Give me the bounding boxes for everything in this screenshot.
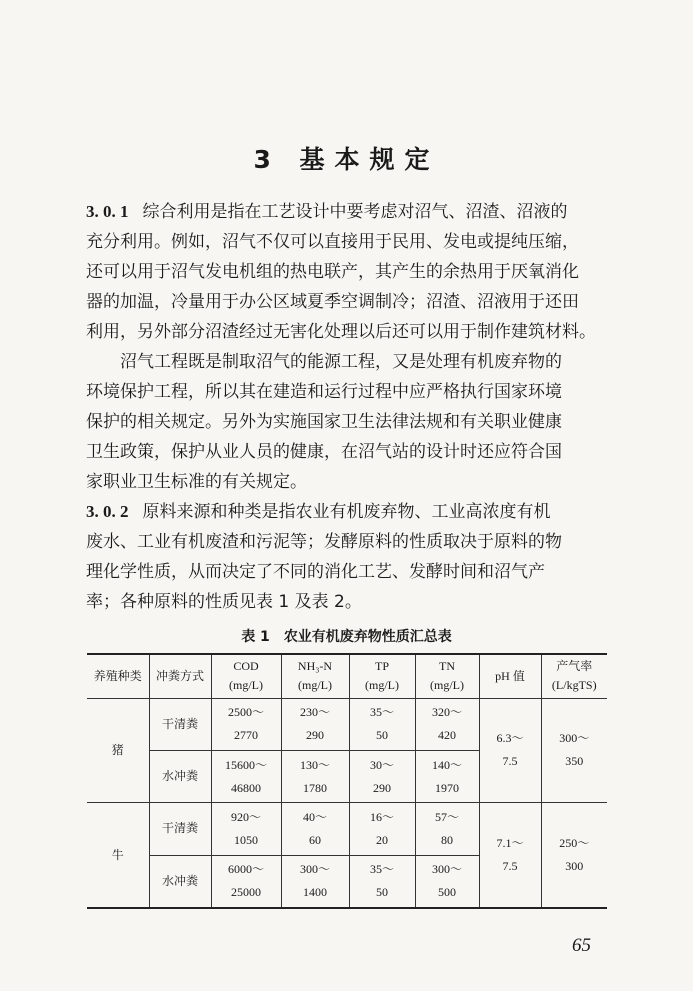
chapter-title: 3 基本规定 <box>253 145 440 174</box>
cell-tn: 300～ 500 <box>415 855 479 908</box>
header-method: 冲粪方式 <box>149 654 211 698</box>
paragraph-line: 利用，另外部分沼渣经过无害化处理以后还可以用于制作建筑材料。 <box>86 322 596 342</box>
cell-animal: 猪 <box>87 698 149 803</box>
paragraph-line: 废水、工业有机废渣和污泥等；发酵原料的性质取决于原料的物 <box>86 532 562 552</box>
cell-tn: 57～ 80 <box>415 803 479 855</box>
cell-cod: 2500～ 2770 <box>211 698 281 750</box>
cell-tp: 30～ 290 <box>349 750 415 802</box>
header-animal: 养殖种类 <box>87 654 149 698</box>
cell-method: 干清粪 <box>149 803 211 855</box>
paragraph-line: 率；各种原料的性质见表 1 及表 2。 <box>86 592 362 612</box>
properties-table <box>87 653 607 909</box>
cell-method: 水冲粪 <box>149 750 211 802</box>
header-nh3n: NH₃-N (mg/L) <box>281 654 349 698</box>
header-gas-yield: 产气率 (L/kgTS) <box>541 654 607 698</box>
paragraph-line: 器的加温，冷量用于办公区域夏季空调制冷；沼渣、沼液用于还田 <box>86 292 579 312</box>
paragraph-line: 家职业卫生标准的有关规定。 <box>86 472 307 492</box>
paragraph-line: 沼气工程既是制取沼气的能源工程，又是处理有机废弃物的 <box>120 352 562 372</box>
cell-ph: 7.1～ 7.5 <box>479 803 541 908</box>
cell-cod: 15600～ 46800 <box>211 750 281 802</box>
table-row <box>87 698 607 750</box>
paragraph-line: 卫生政策，保护从业人员的健康，在沼气站的设计时还应符合国 <box>86 442 562 462</box>
header-cod: COD (mg/L) <box>211 654 281 698</box>
cell-cod: 920～ 1050 <box>211 803 281 855</box>
table-caption <box>0 626 693 646</box>
cell-tp: 35～ 50 <box>349 698 415 750</box>
cell-gas-yield: 250～ 300 <box>541 803 607 908</box>
paragraph-line: 3. 0. 2 原料来源和种类是指农业有机废弃物、工业高浓度有机 <box>86 502 551 522</box>
paragraph-line: 3. 0. 1 综合利用是指在工艺设计中要考虑对沼气、沼渣、沼液的 <box>86 202 568 222</box>
cell-gas-yield: 300～ 350 <box>541 698 607 803</box>
table-row <box>87 803 607 855</box>
section-number: 3. 0. 1 <box>86 202 129 221</box>
cell-tn: 140～ 1970 <box>415 750 479 802</box>
cell-cod: 6000～ 25000 <box>211 855 281 908</box>
paragraph-line: 环境保护工程，所以其在建造和运行过程中应严格执行国家环境 <box>86 382 562 402</box>
header-tp: TP (mg/L) <box>349 654 415 698</box>
section-number: 3. 0. 2 <box>86 502 129 521</box>
page-number: 65 <box>572 935 591 956</box>
cell-tp: 35～ 50 <box>349 855 415 908</box>
cell-nh3n: 40～ 60 <box>281 803 349 855</box>
cell-method: 水冲粪 <box>149 855 211 908</box>
table-caption-number: 表 1 <box>241 629 270 645</box>
paragraph-line: 保护的相关规定。另外为实施国家卫生法律法规和有关职业健康 <box>86 412 562 432</box>
cell-method: 干清粪 <box>149 698 211 750</box>
paragraph-line: 还可以用于沼气发电机组的热电联产，其产生的余热用于厌氧消化 <box>86 262 579 282</box>
table-caption-title: 农业有机废弃物性质汇总表 <box>283 629 452 645</box>
paragraph-line: 充分利用。例如，沼气不仅可以直接用于民用、发电或提纯压缩， <box>86 232 579 252</box>
cell-ph: 6.3～ 7.5 <box>479 698 541 803</box>
cell-nh3n: 300～ 1400 <box>281 855 349 908</box>
cell-nh3n: 130～ 1780 <box>281 750 349 802</box>
paragraph-line: 理化学性质，从而决定了不同的消化工艺、发酵时间和沼气产 <box>86 562 545 582</box>
cell-tn: 320～ 420 <box>415 698 479 750</box>
cell-tp: 16～ 20 <box>349 803 415 855</box>
header-ph: pH 值 <box>479 654 541 698</box>
table-header-row <box>87 654 607 698</box>
cell-nh3n: 230～ 290 <box>281 698 349 750</box>
cell-animal: 牛 <box>87 803 149 908</box>
header-tn: TN (mg/L) <box>415 654 479 698</box>
